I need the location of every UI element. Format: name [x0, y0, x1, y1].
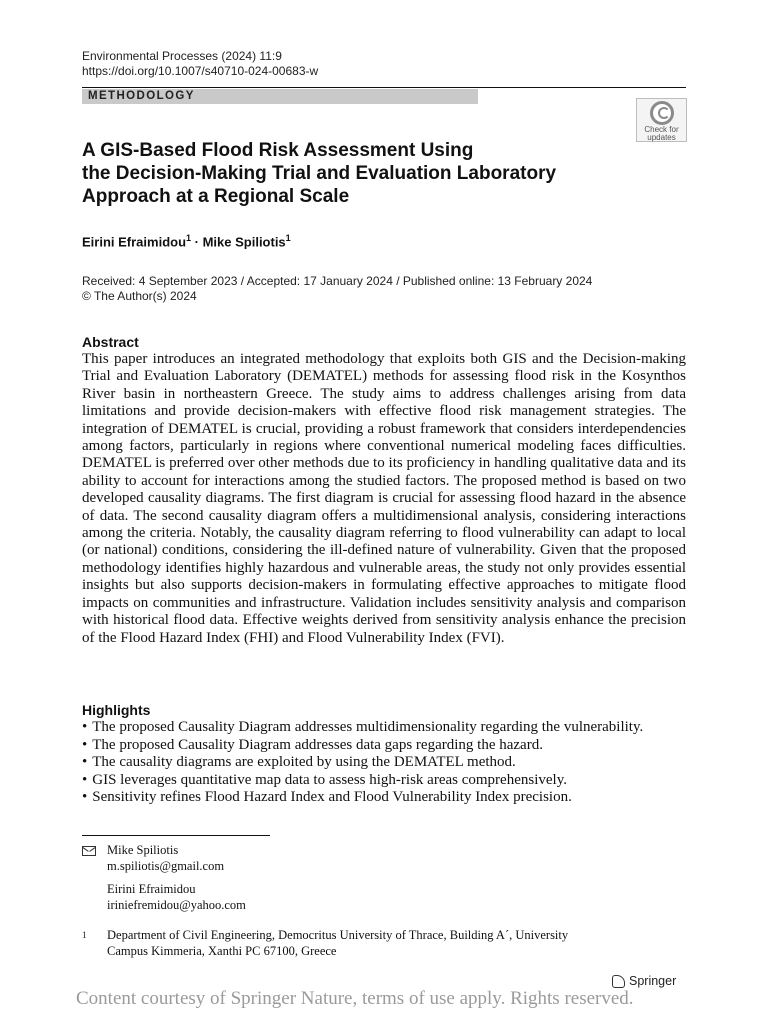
- footnotes: [82, 842, 686, 959]
- history-dates: Received: 4 September 2023 / Accepted: 17 January 2024 / Published online: 13 February 2024: [82, 274, 593, 288]
- check-for-updates-badge[interactable]: [636, 98, 687, 142]
- journal-citation: Environmental Processes (2024) 11:9: [82, 49, 282, 63]
- journal-header: [82, 49, 318, 79]
- courtesy-watermark: Content courtesy of Springer Nature, terms of use apply. Rights reserved.: [76, 988, 634, 1009]
- list-item: • GIS leverages quantitative map data to assess high-risk areas comprehensively.: [82, 772, 686, 790]
- springer-horse-icon: [612, 975, 625, 988]
- footnote-rule: [82, 835, 270, 836]
- list-item: • The causality diagrams are exploited by using the DEMATEL method.: [82, 754, 686, 772]
- header-rule: [82, 87, 686, 88]
- highlights-list: [82, 719, 686, 807]
- publication-dates: [82, 274, 592, 304]
- publisher-name: Springer: [629, 974, 677, 988]
- affiliation-mark: 1: [285, 233, 291, 243]
- corresponding-author: [82, 842, 686, 913]
- contact-email[interactable]: m.spiliotis@gmail.com: [107, 859, 225, 873]
- author-separator: ·: [191, 234, 203, 250]
- affiliation-mark: 1: [82, 930, 87, 940]
- list-item: • The proposed Causality Diagram addresses multidimensionality regarding the vulnerability.: [82, 719, 686, 737]
- envelope-icon: [82, 846, 96, 856]
- contact-name: Eirini Efraimidou: [107, 882, 196, 896]
- section-label: METHODOLOGY: [82, 89, 478, 104]
- affiliation: [82, 927, 686, 959]
- author-name[interactable]: Mike Spiliotis: [202, 234, 286, 250]
- abstract-text: This paper introduces an integrated methodology that exploits both GIS and the Decision-making Trial and Evaluation Laboratory (DEMATEL) methods for assessing flood risk in the Kosynthos River basin in northeastern Greece. The study aims to address challenges arising from data limitations and provide decision-makers with effective flood risk management strategies. The integration of DEMATEL is crucial, providing a robust framework that considers interdependencies among factors, particularly in regions where conventional numerical modeling faces difficulties. DEMATEL is preferred over other methods due to its proficiency in handling qualitative data and its ability to account for interactions among the studied factors. The proposed method is based on two developed causality diagrams. The first diagram is crucial for assessing flood hazard in the absence of data. The second causality diagram offers a multidimensional analysis, considering interactions among the criteria. Notably, the causality diagram referring to flood vulnerability can adapt to local (or national) conditions, considering the ill-defined nature of vulnerability. Given that the proposed methodology identifies highly hazardous and vulnerable areas, the study not only provides essential insights but also supports decision-makers in formulating effective approaches to mitigate flood impacts on communities and infrastructure. Validation includes sensitivity analysis and comparison with historical flood data. Effective weights derived from sensitivity analysis enhance the precision of the Flood Hazard Index (FHI) and Flood Vulnerability Index (FVI).: [82, 351, 686, 646]
- affiliation-line: Campus Kimmeria, Xanthi PC 67100, Greece: [107, 944, 337, 958]
- check-updates-label: Check for updates: [644, 125, 679, 142]
- publisher-logo[interactable]: [612, 974, 676, 988]
- contact-email[interactable]: iriniefremidou@yahoo.com: [107, 898, 246, 912]
- affiliation-mark: 1: [186, 233, 192, 243]
- abstract-heading: Abstract: [82, 334, 139, 350]
- article-title: A GIS-Based Flood Risk Assessment Using the Decision-Making Trial and Evaluation Laboratory Approach at a Regional Scale: [82, 140, 557, 207]
- list-item: • Sensitivity refines Flood Hazard Index and Flood Vulnerability Index precision.: [82, 789, 686, 807]
- check-updates-icon: [650, 101, 674, 125]
- author-name[interactable]: Eirini Efraimidou: [82, 234, 187, 250]
- affiliation-line: Department of Civil Engineering, Democritus University of Thrace, Building A´, University: [107, 928, 569, 942]
- highlights-heading: Highlights: [82, 702, 151, 718]
- author-list: [82, 233, 291, 249]
- doi-link[interactable]: https://doi.org/10.1007/s40710-024-00683-w: [82, 64, 319, 78]
- copyright-notice: © The Author(s) 2024: [82, 289, 197, 303]
- list-item: • The proposed Causality Diagram addresses data gaps regarding the hazard.: [82, 737, 686, 755]
- contact-name: Mike Spiliotis: [107, 843, 179, 857]
